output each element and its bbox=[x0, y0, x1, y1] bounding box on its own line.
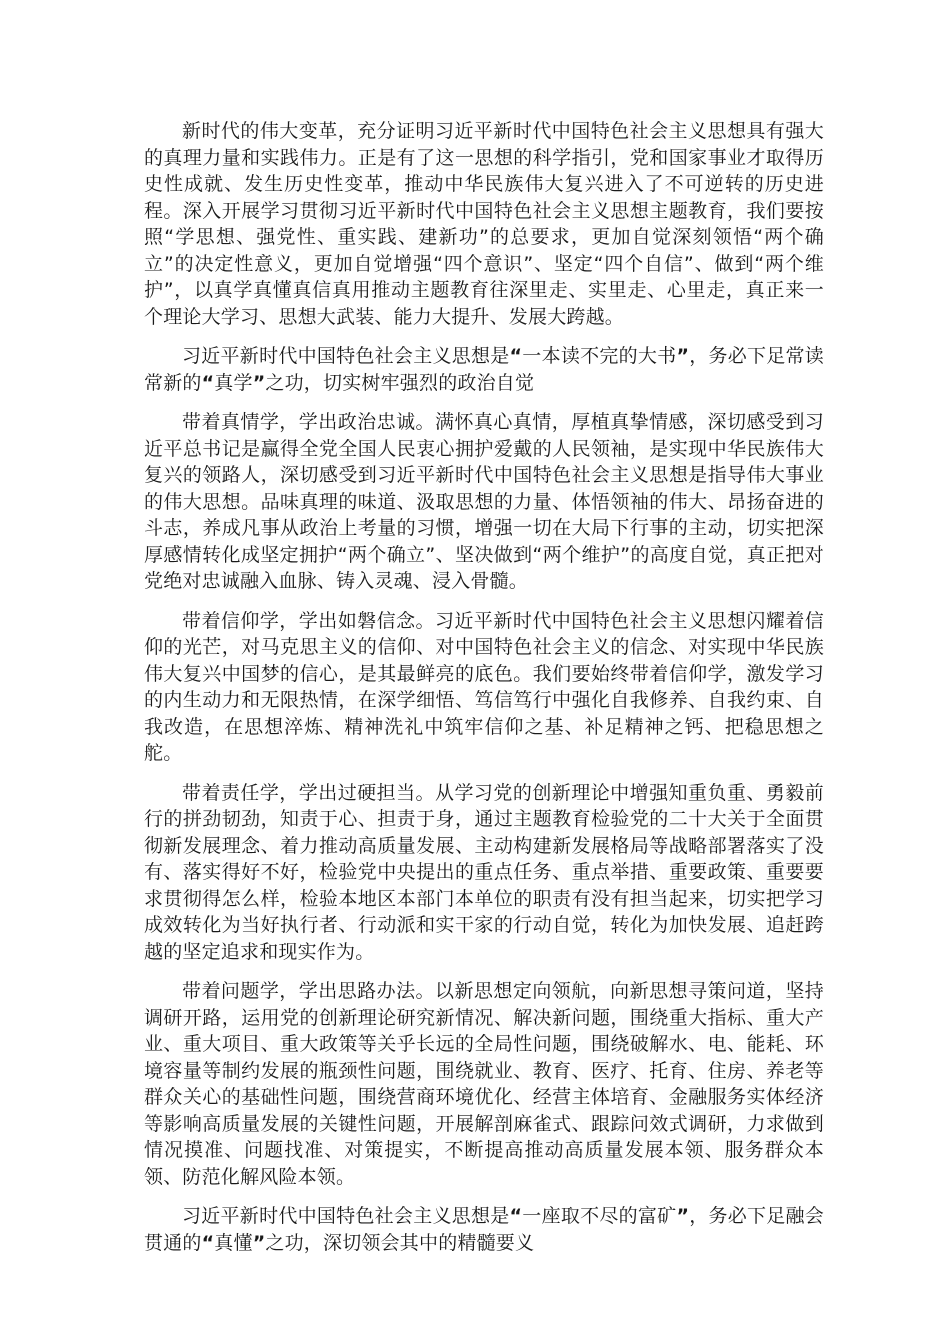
paragraph-problems: 带着问题学，学出思路办法。以新思想定向领航，向新思想寻策问道，坚持调研开路，运用党的创新理论研究新情况、解决新问题，围绕重大指标、重大产业、重大项目、重大政策等关乎长远的全局性问题，围绕破解水、电、能耗、环境容量等制约发展的瓶颈性问题，围绕就业、教育、医疗、托育、住房、养老等群众关心的基础性问题，围绕营商环境优化、经营主体培育、金融服务实体经济等影响高质量发展的关键性问题，开展解剖麻雀式、跟踪问效式调研，力求做到情况摸准、问题找准、对策提实，不断提高推动高质量发展本领、服务群众本领、防范化解风险本领。 bbox=[144, 980, 824, 1188]
heading-1-close-quote: ” bbox=[676, 345, 690, 367]
heading-2-open-quote-2: “ bbox=[201, 1231, 215, 1254]
heading-2-open-quote: “ bbox=[509, 1205, 523, 1227]
heading-2-part-1: 习近平新时代中国特色社会主义思想是 bbox=[182, 1205, 510, 1227]
heading-2-part-5: 之功，深切领会其中的精髓要义 bbox=[265, 1231, 535, 1254]
heading-1-part-2: 一本读不完的大书 bbox=[522, 345, 677, 367]
paragraph-faith: 带着信仰学，学出如磐信念。习近平新时代中国特色社会主义思想闪耀着信仰的光芒，对马克思主义的信仰、对中国特色社会主义的信念、对实现中华民族伟大复兴中国梦的信心，是其最鲜亮的底色。我们要始终带着信仰学，激发学习的内生动力和无限热情，在深学细悟、笃信笃行中强化自我修养、自我约束、自我改造，在思想淬炼、精神洗礼中筑牢信仰之基、补足精神之钙、把稳思想之舵。 bbox=[144, 609, 824, 764]
heading-1-close-quote-2: ” bbox=[252, 371, 266, 394]
paragraph-true-feeling: 带着真情学，学出政治忠诚。满怀真心真情，厚植真挚情感，深切感受到习近平总书记是赢得全党全国人民衷心拥护爱戴的人民领袖，是实现中华民族伟大复兴的领路人，深切感受到习近平新时代中国特色社会主义思想是指导伟大事业的伟大思想。品味真理的味道、汲取思想的力量、体悟领袖的伟大、昂扬奋进的斗志，养成凡事从政治上考量的习惯，增强一切在大局下行事的主动，切实把深厚感情转化成坚定拥护“两个确立”、坚决做到“两个维护”的高度自觉，真正把对党绝对忠诚融入血脉、铸入灵魂、浸入骨髓。 bbox=[144, 411, 824, 592]
heading-2-close-quote: ” bbox=[676, 1205, 690, 1227]
heading-1-part-3: ，务必下足常读常新的 bbox=[144, 345, 824, 394]
section-heading-2 bbox=[144, 1203, 824, 1256]
heading-2-close-quote-2: ” bbox=[252, 1231, 266, 1254]
heading-1-part-4: 真学 bbox=[214, 371, 253, 394]
heading-1-part-5: 之功，切实树牢强烈的政治自觉 bbox=[265, 371, 535, 394]
document-page bbox=[144, 118, 824, 1269]
heading-1-part-1: 习近平新时代中国特色社会主义思想是 bbox=[182, 345, 510, 367]
paragraph-intro: 新时代的伟大变革，充分证明习近平新时代中国特色社会主义思想具有强大的真理力量和实践伟力。正是有了这一思想的科学指引，党和国家事业才取得历史性成就、发生历史性变革，推动中华民族伟大复兴进入了不可逆转的历史进程。深入开展学习贯彻习近平新时代中国特色社会主义思想主题教育，我们要按照“学思想、强党性、重实践、建新功”的总要求，更加自觉深刻领悟“两个确立”的决定性意义，更加自觉增强“四个意识”、坚定“四个自信”、做到“两个维护”，以真学真懂真信真用推动主题教育往深里走、实里走、心里走，真正来一个理论大学习、思想大武装、能力大提升、发展大跨越。 bbox=[144, 120, 824, 328]
heading-1-open-quote-2: “ bbox=[201, 371, 215, 394]
heading-2-part-2: 一座取不尽的富矿 bbox=[522, 1205, 677, 1227]
section-heading-1 bbox=[144, 343, 824, 396]
paragraph-responsibility: 带着责任学，学出过硬担当。从学习党的创新理论中增强知重负重、勇毅前行的拼劲韧劲，知责于心、担责于身，通过主题教育检验党的二十大关于全面贯彻新发展理念、着力推动高质量发展、主动构建新发展格局等战略部署落实了没有、落实得好不好，检验党中央提出的重点任务、重点举措、重要政策、重要要求贯彻得怎么样，检验本地区本部门本单位的职责有没有担当起来，切实把学习成效转化为当好执行者、行动派和实干家的行动自觉，转化为加快发展、追赶跨越的坚定追求和现实作为。 bbox=[144, 781, 824, 963]
heading-2-part-4: 真懂 bbox=[214, 1231, 253, 1254]
heading-2-part-3: ，务必下足融会贯通的 bbox=[144, 1205, 824, 1254]
heading-1-open-quote: “ bbox=[509, 345, 523, 367]
